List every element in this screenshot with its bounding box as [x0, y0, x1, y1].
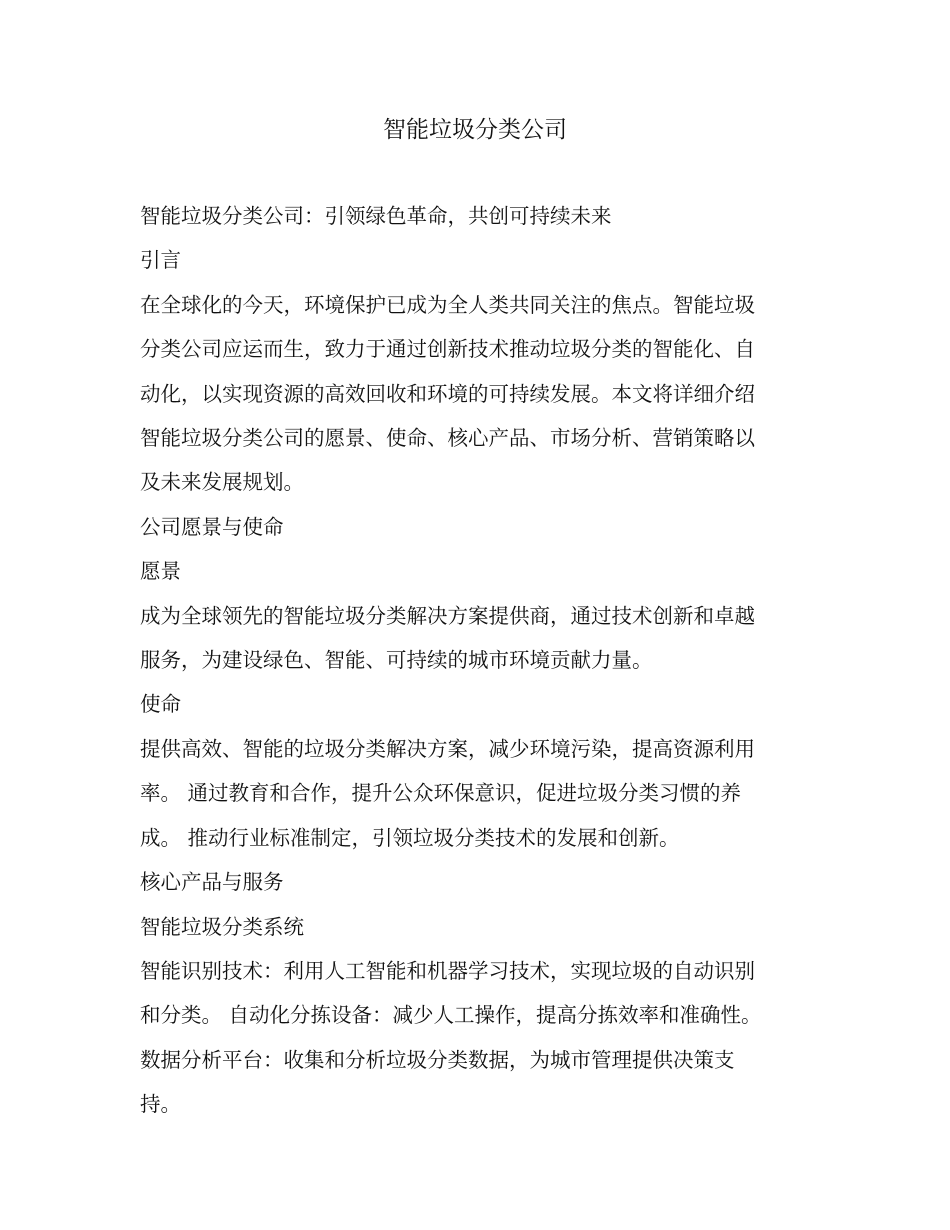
- paragraph-line: 及未来发展规划。: [140, 470, 304, 495]
- paragraph-line: 率。 通过教育和合作，提升公众环保意识，促进垃圾分类习惯的养: [140, 781, 742, 806]
- paragraph-line: 和分类。 自动化分拣设备：减少人工操作，提高分拣效率和准确性。: [140, 1003, 762, 1028]
- paragraph-line: 智能识别技术：利用人工智能和机器学习技术，实现垃圾的自动识别: [140, 958, 755, 983]
- subheading-system: 智能垃圾分类系统: [140, 914, 304, 939]
- paragraph-line: 动化，以实现资源的高效回收和环境的可持续发展。本文将详细介绍: [140, 381, 755, 406]
- mission-paragraph: [140, 727, 805, 860]
- document-title: 智能垃圾分类公司: [383, 117, 567, 143]
- subheading-vision: 愿景: [140, 559, 181, 584]
- system-paragraph: [140, 949, 805, 1127]
- paragraph-line: 在全球化的今天，环境保护已成为全人类共同关注的焦点。智能垃圾: [140, 292, 755, 317]
- paragraph-line: 数据分析平台：收集和分析垃圾分类数据，为城市管理提供决策支: [140, 1047, 735, 1072]
- paragraph-line: 分类公司应运而生，致力于通过创新技术推动垃圾分类的智能化、自: [140, 337, 755, 362]
- paragraph-line: 服务，为建设绿色、智能、可持续的城市环境贡献力量。: [140, 648, 653, 673]
- paragraph-line: 提供高效、智能的垃圾分类解决方案，减少环境污染，提高资源利用: [140, 736, 755, 761]
- section-heading-vision-mission: 公司愿景与使命: [140, 514, 284, 539]
- paragraph-line: 成。 推动行业标准制定，引领垃圾分类技术的发展和创新。: [140, 825, 680, 850]
- section-heading-products: 核心产品与服务: [140, 870, 284, 895]
- vision-paragraph: [140, 594, 805, 683]
- document-body: [140, 194, 805, 1127]
- subheading-mission: 使命: [140, 692, 181, 717]
- paragraph-line: 持。: [140, 1092, 181, 1117]
- intro-paragraph: [140, 283, 805, 505]
- paragraph-line: 成为全球领先的智能垃圾分类解决方案提供商，通过技术创新和卓越: [140, 603, 755, 628]
- section-heading-intro: 引言: [140, 248, 181, 273]
- paragraph-line: 智能垃圾分类公司的愿景、使命、核心产品、市场分析、营销策略以: [140, 426, 755, 451]
- subtitle: 智能垃圾分类公司：引领绿色革命，共创可持续未来: [140, 204, 612, 228]
